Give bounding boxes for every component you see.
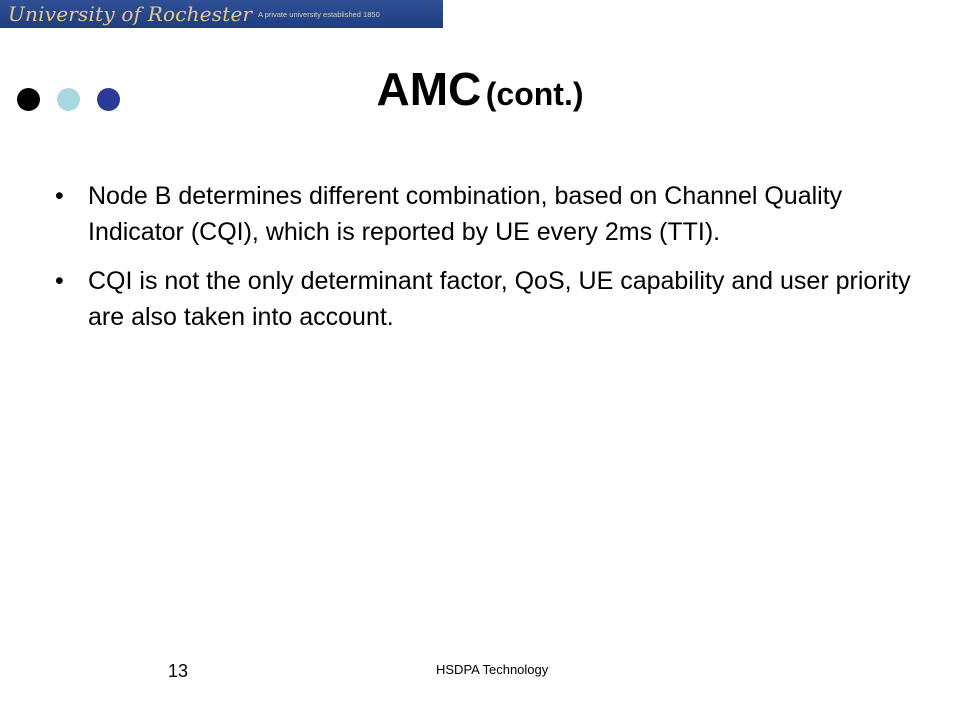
university-name: University of Rochester xyxy=(8,2,253,26)
bullet-item xyxy=(55,178,915,250)
bullet-item xyxy=(55,263,915,335)
bullet-list xyxy=(55,178,915,348)
bullet-dot-icon: • xyxy=(55,182,64,210)
slide-title-main: AMC xyxy=(376,63,482,115)
bullet-dot-icon: • xyxy=(55,267,64,295)
footer-presentation-title: HSDPA Technology xyxy=(436,662,549,677)
bullet-text: Node B determines different combination, based on Channel Quality Indicator (CQI), which is reported by UE every 2ms (TTI). xyxy=(88,182,843,246)
slide-number: 13 xyxy=(168,661,189,681)
university-logo-banner xyxy=(0,0,443,28)
slide-title xyxy=(0,62,960,116)
bullet-text: CQI is not the only determinant factor, QoS, UE capability and user priority are also taken into account. xyxy=(88,267,911,331)
university-tagline: A private university established 1850 xyxy=(258,10,380,19)
slide-title-sub: (cont.) xyxy=(485,76,584,112)
